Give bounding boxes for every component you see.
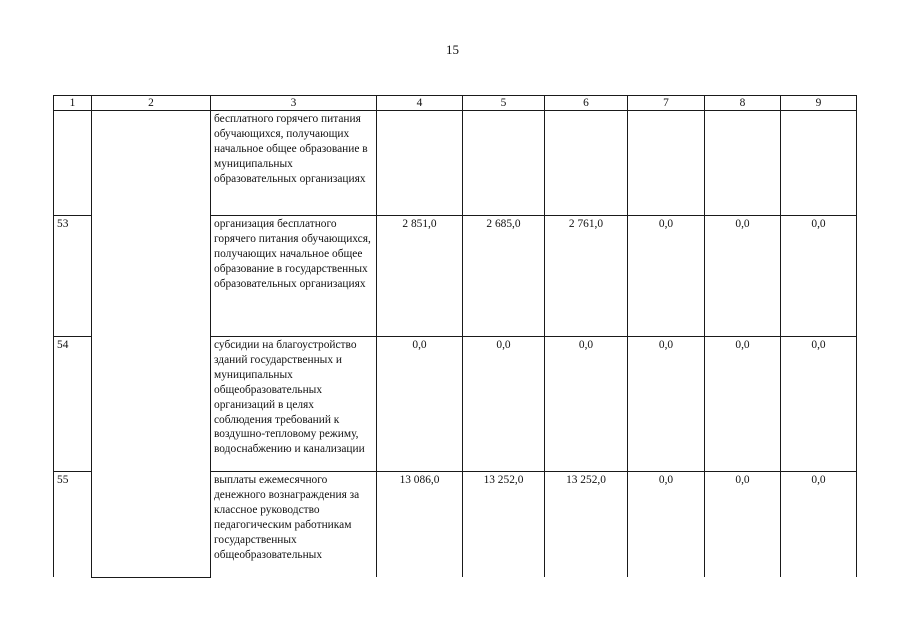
value-col-6: 0,0 bbox=[545, 337, 628, 472]
value-col-9: 0,0 bbox=[781, 216, 857, 337]
value-col-7: 0,0 bbox=[628, 216, 705, 337]
value-col-9: 0,0 bbox=[781, 472, 857, 578]
value-col-4: 13 086,0 bbox=[377, 472, 463, 578]
row-number: 54 bbox=[54, 337, 92, 472]
value-col-5 bbox=[463, 111, 545, 216]
value-col-6: 2 761,0 bbox=[545, 216, 628, 337]
row-col2 bbox=[92, 111, 211, 578]
budget-table bbox=[53, 95, 857, 578]
value-col-6: 13 252,0 bbox=[545, 472, 628, 578]
value-col-9: 0,0 bbox=[781, 337, 857, 472]
value-col-8 bbox=[705, 111, 781, 216]
header-col-7: 7 bbox=[628, 96, 705, 111]
table-row bbox=[54, 111, 857, 216]
header-col-2: 2 bbox=[92, 96, 211, 111]
value-col-9 bbox=[781, 111, 857, 216]
value-col-7: 0,0 bbox=[628, 472, 705, 578]
value-col-5: 13 252,0 bbox=[463, 472, 545, 578]
row-name: организация бесплатного горячего питания обучающихся, получающих начальное общее образование в государственных образовательных организациях bbox=[211, 216, 377, 337]
header-col-3: 3 bbox=[211, 96, 377, 111]
page-number: 15 bbox=[446, 42, 459, 57]
value-col-4: 2 851,0 bbox=[377, 216, 463, 337]
row-name: бесплатного горячего питания обучающихся, получающих начальное общее образование в муниципальных образовательных организациях bbox=[211, 111, 377, 216]
row-number: 55 bbox=[54, 472, 92, 578]
value-col-4: 0,0 bbox=[377, 337, 463, 472]
value-col-8: 0,0 bbox=[705, 216, 781, 337]
value-col-7 bbox=[628, 111, 705, 216]
header-col-5: 5 bbox=[463, 96, 545, 111]
row-number: 53 bbox=[54, 216, 92, 337]
header-col-6: 6 bbox=[545, 96, 628, 111]
value-col-7: 0,0 bbox=[628, 337, 705, 472]
header-col-4: 4 bbox=[377, 96, 463, 111]
header-col-8: 8 bbox=[705, 96, 781, 111]
value-col-6 bbox=[545, 111, 628, 216]
row-name: субсидии на благоустройство зданий государственных и муниципальных общеобразовательных организаций в целях соблюдения требований к воздушно-тепловому режиму, водоснабжению и канализации bbox=[211, 337, 377, 472]
value-col-5: 2 685,0 bbox=[463, 216, 545, 337]
value-col-5: 0,0 bbox=[463, 337, 545, 472]
row-name: выплаты ежемесячного денежного вознаграждения за классное руководство педагогическим работникам государственных общеобразовательных bbox=[211, 472, 377, 578]
value-col-8: 0,0 bbox=[705, 472, 781, 578]
value-col-4 bbox=[377, 111, 463, 216]
header-col-9: 9 bbox=[781, 96, 857, 111]
header-col-1: 1 bbox=[54, 96, 92, 111]
row-number bbox=[54, 111, 92, 216]
value-col-8: 0,0 bbox=[705, 337, 781, 472]
header-row bbox=[54, 96, 857, 111]
